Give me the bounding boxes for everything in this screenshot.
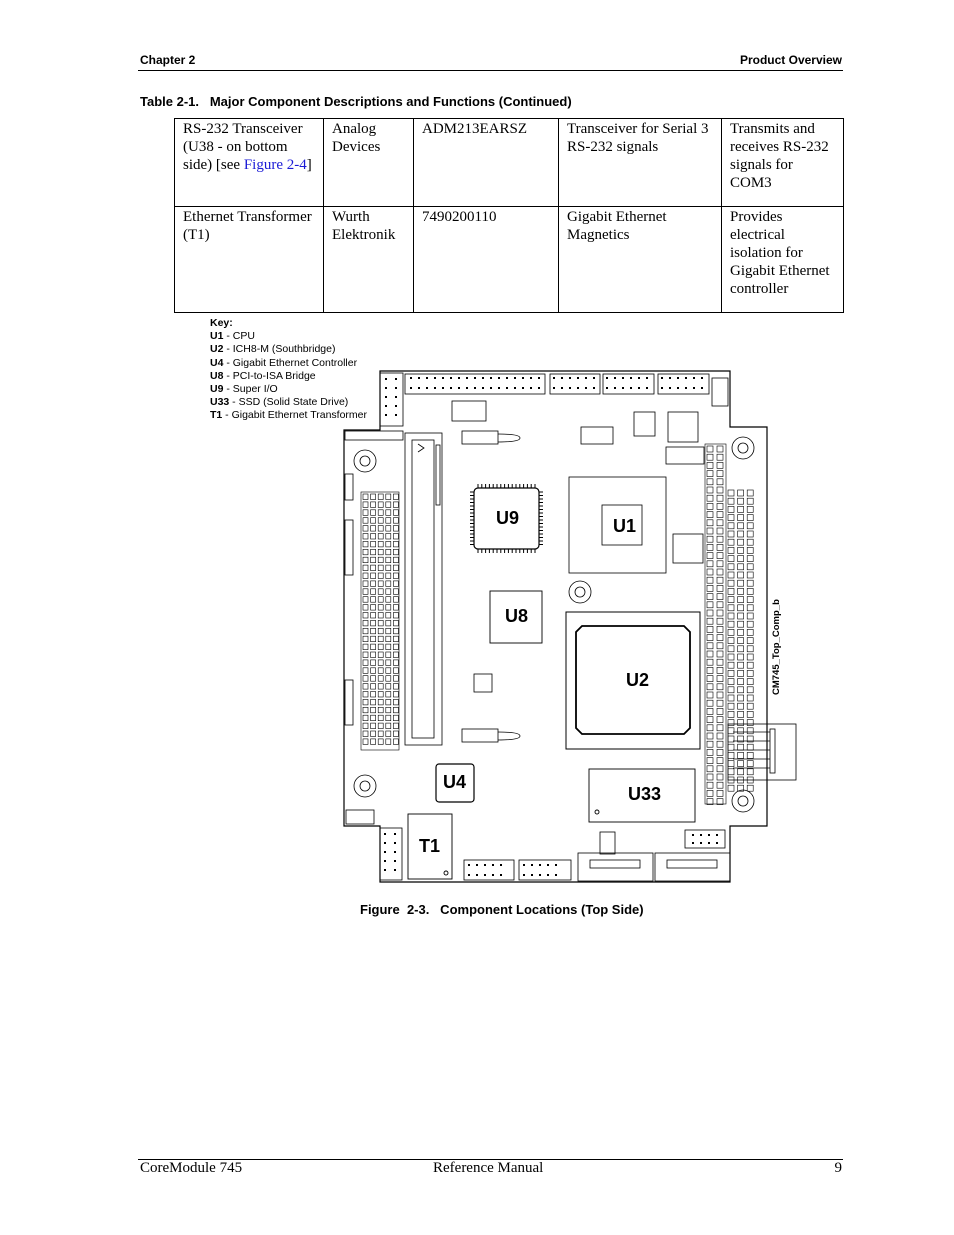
small-components xyxy=(474,412,725,854)
figure-key xyxy=(210,317,367,421)
footer-doc-title: Reference Manual xyxy=(433,1160,544,1176)
right-edge-connector xyxy=(728,724,796,780)
figure-caption: Figure 2-3. Component Locations (Top Side) xyxy=(360,902,644,917)
header-section: Product Overview xyxy=(739,53,842,67)
pc104-header-right xyxy=(705,444,753,805)
table-cell-function: Transmits and receives RS-232 signals for COM3 xyxy=(722,119,844,207)
table-cell-function: Provides electrical isolation for Gigabit Ethernet controller xyxy=(722,207,844,313)
table-cell-vendor: Analog Devices xyxy=(324,119,414,207)
left-connectors xyxy=(345,431,403,880)
table-caption: Table 2-1. Major Component Descriptions and Functions (Continued) xyxy=(140,94,572,109)
board-outline xyxy=(344,371,767,882)
table-cell-component: RS-232 Transceiver (U38 - on bottom side) [see Figure 2-4] xyxy=(175,119,324,207)
svg-text:U1 - CPU: U1 - CPU xyxy=(210,330,255,342)
u2-label: U2 xyxy=(626,670,650,690)
table-cell-vendor: Wurth Elektronik xyxy=(324,207,414,313)
header-chapter: Chapter 2 xyxy=(140,53,196,67)
u9-label: U9 xyxy=(496,508,520,528)
top-headers xyxy=(380,373,728,426)
figure-2-4-link[interactable]: Figure 2-4 xyxy=(243,157,307,173)
footer-page-number: 9 xyxy=(834,1160,842,1176)
u1-label: U1 xyxy=(613,516,637,536)
svg-text:T1 - Gigabit Ethernet Transfor: T1 - Gigabit Ethernet Transformer xyxy=(210,409,367,421)
t1-label: T1 xyxy=(419,836,441,856)
figure-side-label: CM745_Top_Comp_b xyxy=(771,599,782,695)
pc104-header-left xyxy=(361,492,399,750)
table-cell-part: ADM213EARSZ xyxy=(414,119,559,207)
svg-text:U2 - ICH8-M (Southbridge): U2 - ICH8-M (Southbridge) xyxy=(210,343,336,355)
key-title: Key: xyxy=(210,317,233,329)
svg-text:U8 - PCI-to-ISA Bridge: U8 - PCI-to-ISA Bridge xyxy=(210,370,316,382)
u8-label: U8 xyxy=(505,606,529,626)
mounting-holes xyxy=(354,437,754,812)
table-cell-description: Transceiver for Serial 3 RS-232 signals xyxy=(559,119,722,207)
svg-text:U9 - Super I/O: U9 - Super I/O xyxy=(210,383,278,395)
table-cell-description: Gigabit Ethernet Magnetics xyxy=(559,207,722,313)
svg-text:U4 - Gigabit Ethernet Controll: U4 - Gigabit Ethernet Controller xyxy=(210,357,358,369)
table-cell-component: Ethernet Transformer (T1) xyxy=(175,207,324,313)
table-cell-part: 7490200110 xyxy=(414,207,559,313)
u4-label: U4 xyxy=(443,772,467,792)
footer-product: CoreModule 745 xyxy=(140,1160,243,1176)
u33-label: U33 xyxy=(628,784,662,804)
memory-socket xyxy=(405,431,520,745)
svg-text:U33 - SSD (Solid State Drive): U33 - SSD (Solid State Drive) xyxy=(210,396,349,408)
bottom-connectors xyxy=(464,853,730,881)
